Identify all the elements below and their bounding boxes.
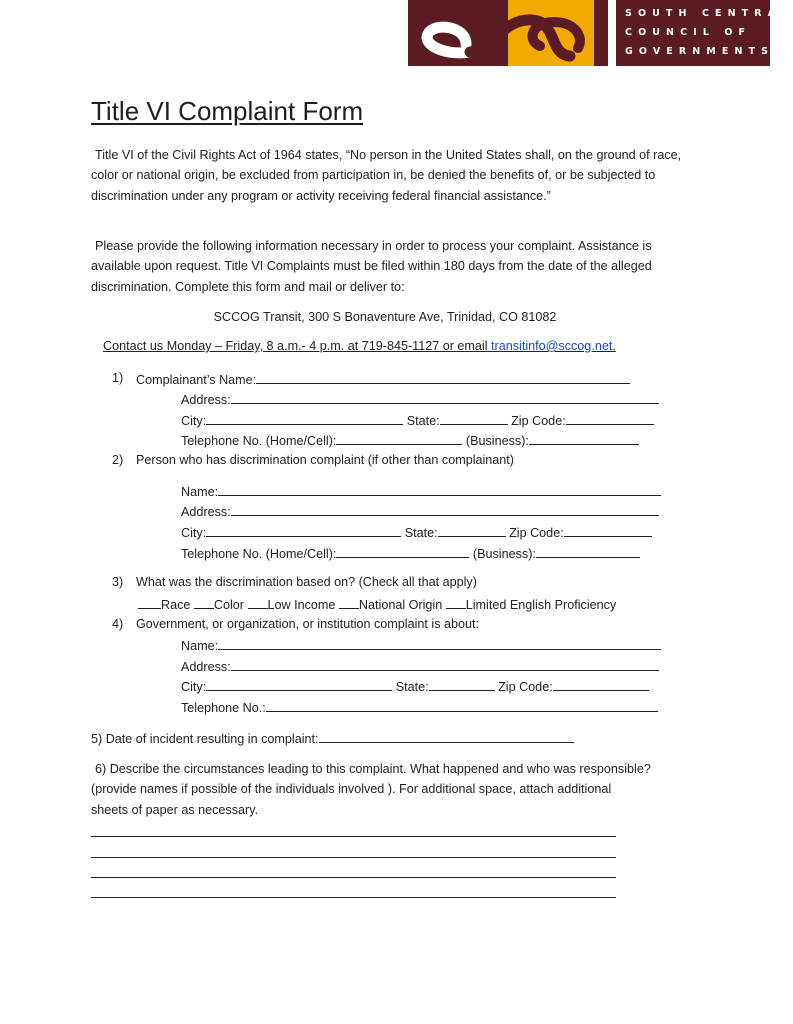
q1-city-row [181, 412, 654, 428]
q4-phone-field[interactable] [266, 699, 658, 712]
incident-date-field[interactable] [319, 730, 574, 743]
low-income-option-label: Low Income [267, 598, 336, 612]
q1-state-label: State: [406, 414, 440, 428]
description-line-3[interactable] [91, 877, 616, 878]
q2-name-row [181, 483, 661, 499]
description-line-2[interactable] [91, 857, 616, 858]
mail-address: SCCOG Transit, 300 S Bonaventure Ave, Trinidad, CO 81082 [213, 310, 557, 324]
q2-question: Person who has discrimination complaint (if other than complainant) [136, 453, 514, 467]
intro-paragraph: Title VI of the Civil Rights Act of 1964 states, “No person in the United States shall, on the ground of race, color or national origin, be excluded from participation in, be denied the benefits of, or be subjected to discrimination under any program or activity receiving federal financial assistance.” [91, 148, 682, 203]
q1-zip-field[interactable] [566, 412, 654, 425]
q2-address-label: Address: [181, 505, 231, 519]
q2-phone-field[interactable] [336, 545, 469, 558]
q4-zip-label: Zip Code: [498, 680, 553, 694]
q1-phone-field[interactable] [336, 432, 462, 445]
q4-city-field[interactable] [206, 678, 392, 691]
q4-question: Government, or organization, or institution complaint is about: [136, 617, 480, 631]
q4-city-label: City: [181, 680, 207, 694]
contact-line [103, 339, 616, 353]
national-origin-option-label: National Origin [358, 598, 443, 612]
q1-name-row [136, 371, 630, 387]
q4-phone-row [181, 699, 658, 715]
q2-number: 2) [112, 453, 124, 467]
q4-state-field[interactable] [429, 678, 495, 691]
lep-checkbox[interactable] [446, 596, 466, 609]
logo-line-3: GOVERNMENTS [625, 46, 775, 57]
q1-phone-label: Telephone No. (Home/Cell): [181, 434, 337, 448]
q4-state-label: State: [395, 680, 429, 694]
logo-line-1: SOUTH CENTRAL [625, 8, 793, 19]
race-checkbox[interactable] [138, 596, 161, 609]
q1-city-label: City: [181, 414, 207, 428]
q3-question: What was the discrimination based on? (Check all that apply) [136, 575, 477, 589]
q1-city-field[interactable] [206, 412, 403, 425]
color-checkbox[interactable] [194, 596, 214, 609]
sccog-logo [408, 0, 793, 66]
q2-city-field[interactable] [206, 524, 401, 537]
q1-phone-row [181, 432, 639, 448]
q2-state-label: State: [404, 526, 438, 540]
low-income-checkbox[interactable] [248, 596, 268, 609]
q1-name-field[interactable] [256, 371, 630, 384]
q2-address-row [181, 503, 659, 519]
q5-question: 5) Date of incident resulting in complaint: [91, 732, 319, 746]
email-link[interactable]: transitinfo@sccog.net [491, 339, 613, 353]
q4-name-label: Name: [181, 639, 219, 653]
logo-line-2: COUNCIL OF [625, 27, 752, 38]
q2-phone-label: Telephone No. (Home/Cell): [181, 547, 337, 561]
q6-question: 6) Describe the circumstances leading to this complaint. What happened and who was responsible? (provide names if possible of the individuals involved ). For additional space, attach additional sheets of paper as necessary. [91, 762, 651, 817]
contact-text: Contact us Monday – Friday, 8 a.m.- 4 p.m. at 719-845-1127 or email [103, 339, 488, 353]
q2-zip-field[interactable] [564, 524, 652, 537]
q2-business-field[interactable] [536, 545, 640, 558]
q1-address-field[interactable] [231, 391, 659, 404]
q4-address-label: Address: [181, 660, 231, 674]
q1-state-field[interactable] [440, 412, 508, 425]
q4-address-field[interactable] [231, 658, 659, 671]
q2-state-field[interactable] [438, 524, 506, 537]
q3-options [138, 596, 616, 612]
color-option-label: Color [213, 598, 245, 612]
q2-city-label: City: [181, 526, 207, 540]
q2-city-row [181, 524, 652, 540]
q4-number: 4) [112, 617, 124, 631]
q4-name-row [181, 637, 661, 653]
q2-zip-label: Zip Code: [509, 526, 564, 540]
q4-city-row [181, 678, 649, 694]
q4-phone-label: Telephone No.: [181, 701, 266, 715]
logo-wordmark [616, 0, 793, 66]
q2-name-label: Name: [181, 485, 219, 499]
contact-end: . [612, 339, 616, 353]
form-title: Title VI Complaint Form [91, 96, 364, 126]
q2-phone-row [181, 545, 640, 561]
q1-zip-label: Zip Code: [511, 414, 566, 428]
instructions-paragraph: Please provide the following information necessary in order to process your complaint. Assistance is available upon request. Title VI Complaints must be filed within 180 days from the date of the alleged discrimination. Complete this form and mail or deliver to: [91, 239, 652, 294]
q3-number: 3) [112, 575, 124, 589]
q5-row [91, 730, 574, 746]
q1-business-field[interactable] [529, 432, 639, 445]
q1-address-label: Address: [181, 393, 231, 407]
q2-business-label: (Business): [472, 547, 536, 561]
q2-name-field[interactable] [218, 483, 661, 496]
lep-option-label: Limited English Proficiency [465, 598, 617, 612]
q4-zip-field[interactable] [553, 678, 649, 691]
q4-name-field[interactable] [218, 637, 661, 650]
q1-business-label: (Business): [465, 434, 529, 448]
description-line-4[interactable] [91, 897, 616, 898]
q1-number: 1) [112, 371, 124, 385]
description-line-1[interactable] [91, 836, 616, 837]
q2-address-field[interactable] [231, 503, 659, 516]
national-origin-checkbox[interactable] [339, 596, 359, 609]
q4-address-row [181, 658, 659, 674]
q1-name-label: Complainant’s Name: [136, 373, 257, 387]
logo-swirl-graphic [408, 0, 608, 66]
q1-address-row [181, 391, 659, 407]
race-option-label: Race [161, 598, 191, 612]
